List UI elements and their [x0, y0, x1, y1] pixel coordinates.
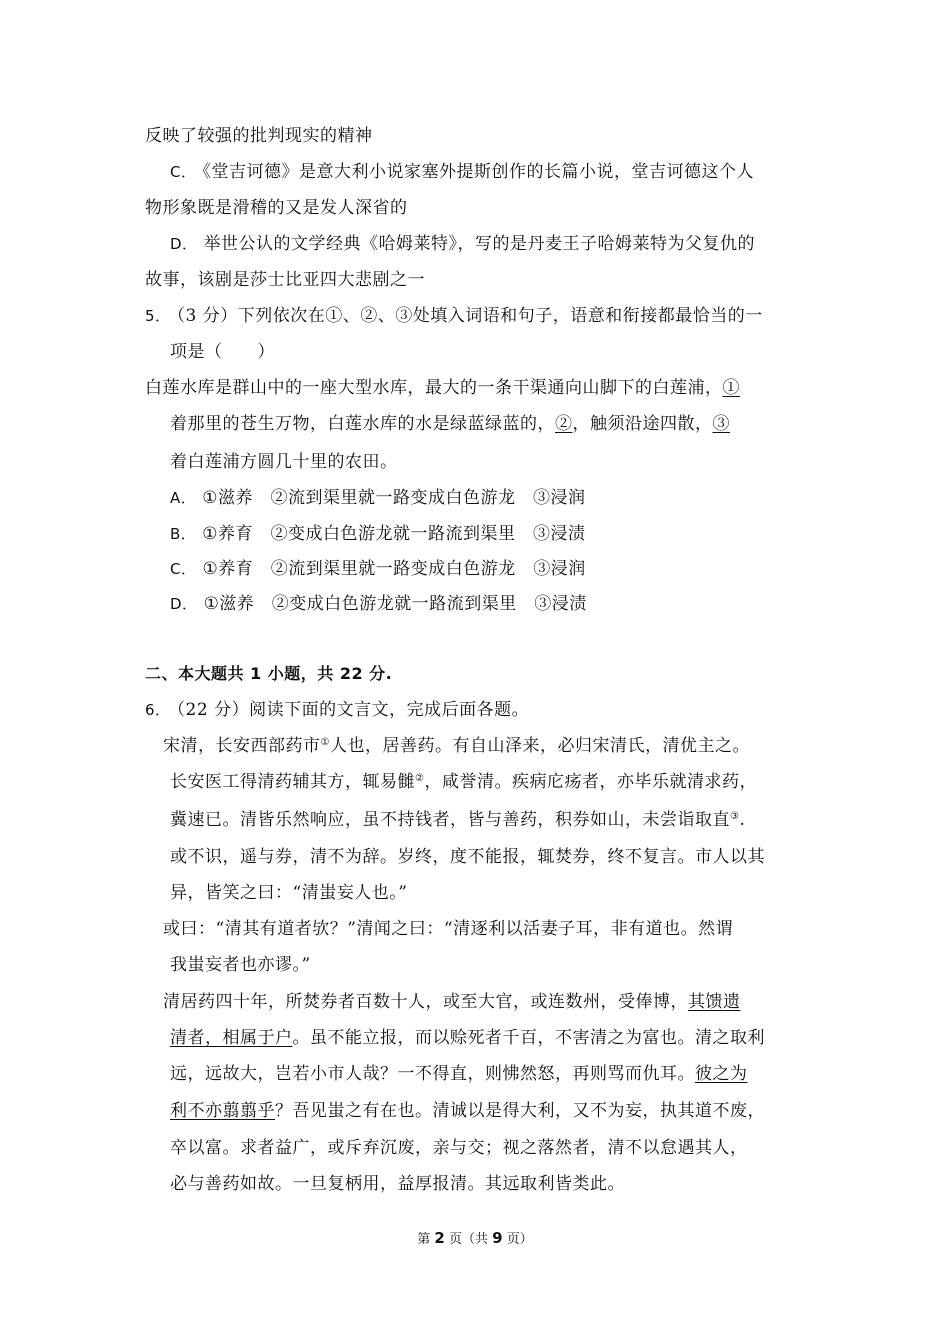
q6-passage-line	[170, 808, 745, 832]
q4-option-c	[170, 160, 754, 184]
section-heading	[145, 662, 392, 686]
q6-passage-line	[170, 953, 311, 977]
option-label: C．	[170, 163, 197, 181]
q5-passage-line	[170, 450, 398, 474]
q6-passage-line	[170, 1062, 748, 1086]
q6-passage-line	[170, 1172, 625, 1196]
passage-text: 我蚩妄者也亦谬。”	[170, 955, 311, 975]
passage-text: 或曰：“清其有道者欤？”清闻之曰：“清逐利以活妻子耳，非有道也。然谓	[163, 919, 734, 939]
q5-passage-line	[170, 412, 730, 436]
blank-marker: ②	[555, 414, 573, 434]
q5-option-c	[170, 557, 586, 581]
q5-option-a	[170, 486, 586, 510]
passage-text: .	[739, 810, 746, 830]
passage-text: 宋清，长安西部药市	[163, 736, 321, 756]
footnote-marker: ①	[320, 737, 330, 748]
footnote-marker: ②	[415, 773, 425, 784]
q6-passage-line	[170, 770, 757, 794]
option-text: 举世公认的文学经典《哈姆莱特》，写的是丹麦王子哈姆莱特为父复仇的	[203, 234, 756, 254]
q5-passage-line	[145, 376, 740, 400]
passage-text: 异，皆笑之曰：“清蚩妄人也。”	[170, 883, 408, 903]
passage-text: 长安医工得清药辅其方，辄易雠	[170, 772, 415, 792]
q5-stem	[145, 304, 763, 328]
passage-text: 。虽不能立报，而以赊死者千百，不害清之为富也。清之取利	[292, 1028, 765, 1048]
q6-passage-line	[163, 917, 733, 941]
passage-text: 清居药四十年，所焚券者百数十人，或至大官，或连数州，受俸博，	[163, 992, 688, 1012]
underlined-sentence: 清者，相属于户	[170, 1028, 293, 1048]
option-label: D．	[170, 235, 198, 253]
blank-marker: ③	[712, 414, 730, 434]
option-label: D．	[170, 595, 198, 613]
q4-option-d-cont	[145, 268, 425, 292]
underlined-sentence: 彼之为	[695, 1064, 748, 1084]
q5-stem-cont	[170, 340, 275, 364]
question-number: 5．	[145, 307, 171, 325]
blank-marker: ①	[722, 378, 740, 398]
q6-passage-line	[163, 990, 741, 1014]
q4-text-line	[145, 124, 373, 148]
passage-text: 白莲水库是群山中的一座大型水库，最大的一条干渠通向山脚下的白莲浦，	[145, 378, 723, 398]
option-label: A．	[170, 489, 197, 507]
passage-text: ，咸誉清。疾病庀疡者，亦毕乐就清求药，	[424, 772, 757, 792]
passage-text: ？吾见蚩之有在也。清诚以是得大利，又不为妄，执其道不废，	[275, 1101, 765, 1121]
passage-text: 人也，居善药。有自山泽来，必归宋清氏，清优主之。	[329, 736, 750, 756]
underlined-sentence: 利不亦翦翦乎	[170, 1101, 275, 1121]
q4-option-c-cont	[145, 196, 408, 220]
question-stem: （22 分）阅读下面的文言文，完成后面各题。	[176, 700, 530, 720]
option-text: ①养育 ②变成白色游龙就一路流到渠里 ③浸渍	[202, 524, 586, 544]
option-text: 故事，该剧是莎士比亚四大悲剧之一	[145, 270, 425, 290]
section-heading-text: 二、本大题共 1 小题，共 22 分.	[145, 664, 393, 683]
passage-text: 或不识，遥与券，清不为辞。岁终，度不能报，辄焚券，终不复言。市人以其	[170, 847, 765, 867]
page-footer: 第 2 页（共 9 页）	[417, 1229, 533, 1247]
total-pages: 9	[492, 1229, 503, 1247]
underlined-sentence: 其馈遗	[688, 992, 741, 1012]
page-number: 2	[434, 1229, 445, 1247]
footnote-marker: ③	[730, 811, 740, 822]
question-stem: （3 分）下列依次在①、②、③处填入词语和句子，语意和衔接都最恰当的一	[176, 306, 763, 326]
q5-option-b	[170, 522, 586, 546]
passage-text: 着那里的苍生万物，白莲水库的水是绿蓝绿蓝的，	[170, 414, 555, 434]
q6-passage-line	[170, 1026, 765, 1050]
passage-text: 冀速已。清皆乐然响应，虽不持钱者，皆与善药，积券如山，未尝诣取直	[170, 810, 730, 830]
q6-stem	[145, 698, 529, 722]
option-text: ①滋养 ②变成白色游龙就一路流到渠里 ③浸渍	[203, 594, 587, 614]
option-text: ①滋养 ②流到渠里就一路变成白色游龙 ③浸润	[202, 488, 586, 508]
passage-text: 远，远故大，岂若小市人哉？一不得直，则怫然怒，再则骂而仇耳。	[170, 1064, 695, 1084]
q6-passage-line	[163, 734, 750, 758]
q4-line-text: 反映了较强的批判现实的精神	[145, 126, 373, 146]
q4-option-d	[170, 232, 755, 256]
q5-option-d	[170, 592, 587, 616]
q6-passage-line	[170, 845, 765, 869]
passage-text: ，触须沿途四散，	[572, 414, 713, 434]
q6-passage-line	[170, 1099, 765, 1123]
question-stem: 项是（ ）	[170, 342, 275, 362]
option-text: 物形象既是滑稽的又是发人深省的	[145, 198, 408, 218]
q6-passage-line	[170, 1136, 748, 1160]
question-number: 6．	[145, 701, 171, 719]
option-label: C．	[170, 560, 197, 578]
passage-text: 必与善药如故。一旦复柄用，益厚报清。其远取利皆类此。	[170, 1174, 625, 1194]
q6-passage-line	[170, 881, 407, 905]
option-text: 《堂吉诃德》是意大利小说家塞外提斯创作的长篇小说，堂吉诃德这个人	[202, 162, 754, 182]
passage-text: 着白莲浦方圆几十里的农田。	[170, 452, 398, 472]
option-text: ①养育 ②流到渠里就一路变成白色游龙 ③浸润	[202, 559, 586, 579]
passage-text: 卒以富。求者益广，或斥弃沉废，亲与交；视之落然者，清不以怠遇其人，	[170, 1138, 748, 1158]
option-label: B．	[170, 525, 197, 543]
